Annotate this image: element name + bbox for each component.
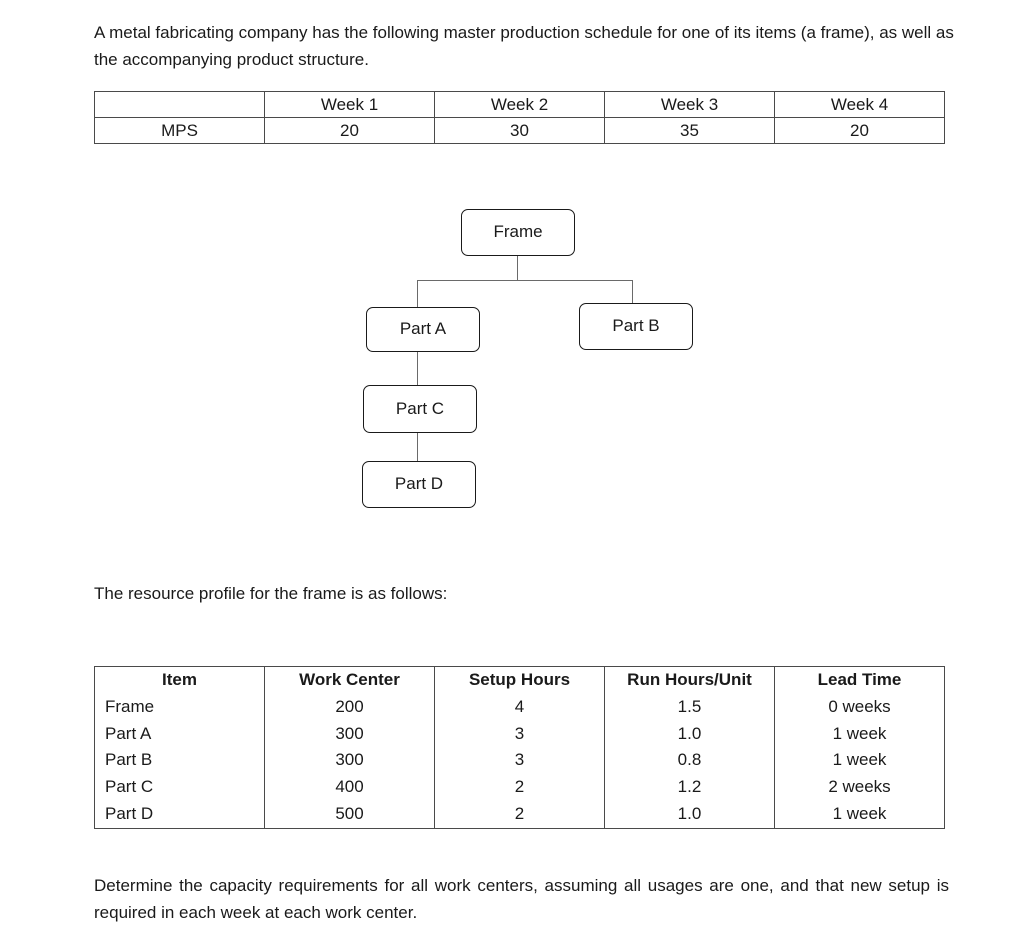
item-cell: Frame [95, 694, 265, 721]
lead-time-cell: 1 week [775, 747, 945, 774]
resource-profile-table [94, 666, 945, 829]
work-center-cell: 200 [265, 694, 435, 721]
lead-time-cell: 2 weeks [775, 774, 945, 801]
node-part-c: Part C [363, 385, 477, 433]
work-center-cell: 300 [265, 721, 435, 748]
connector-to-part-a [417, 280, 418, 308]
table-row [95, 694, 945, 721]
item-cell: Part C [95, 774, 265, 801]
mps-header-cell: Week 4 [775, 92, 945, 118]
work-center-cell: 500 [265, 801, 435, 828]
run-hours-cell: 0.8 [605, 747, 775, 774]
connector-horizontal [417, 280, 632, 281]
mps-table [94, 91, 945, 144]
run-hours-cell: 1.0 [605, 721, 775, 748]
profile-intro-text: The resource profile for the frame is as follows: [94, 584, 448, 603]
profile-header-cell: Item [95, 667, 265, 694]
setup-hours-cell: 3 [435, 747, 605, 774]
item-cell: Part B [95, 747, 265, 774]
node-part-a: Part A [366, 307, 480, 352]
mps-row-label: MPS [95, 118, 265, 144]
mps-value-cell: 20 [775, 118, 945, 144]
run-hours-cell: 1.5 [605, 694, 775, 721]
setup-hours-cell: 4 [435, 694, 605, 721]
table-row [95, 747, 945, 774]
mps-value-cell: 20 [265, 118, 435, 144]
item-cell: Part D [95, 801, 265, 828]
mps-header-cell [95, 92, 265, 118]
mps-value-row [95, 118, 945, 144]
run-hours-cell: 1.0 [605, 801, 775, 828]
connector-frame-down [517, 256, 518, 280]
work-center-cell: 400 [265, 774, 435, 801]
lead-time-cell: 1 week [775, 721, 945, 748]
mps-header-cell: Week 2 [435, 92, 605, 118]
profile-header-row [95, 667, 945, 694]
item-cell: Part A [95, 721, 265, 748]
mps-header-cell: Week 1 [265, 92, 435, 118]
mps-value-cell: 30 [435, 118, 605, 144]
lead-time-cell: 0 weeks [775, 694, 945, 721]
setup-hours-cell: 2 [435, 774, 605, 801]
connector-a-to-c [417, 352, 418, 386]
profile-header-cell: Lead Time [775, 667, 945, 694]
node-part-b: Part B [579, 303, 693, 350]
node-frame: Frame [461, 209, 575, 256]
profile-header-cell: Work Center [265, 667, 435, 694]
profile-header-cell: Run Hours/Unit [605, 667, 775, 694]
profile-header-cell: Setup Hours [435, 667, 605, 694]
setup-hours-cell: 2 [435, 801, 605, 828]
run-hours-cell: 1.2 [605, 774, 775, 801]
table-row [95, 774, 945, 801]
lead-time-cell: 1 week [775, 801, 945, 828]
work-center-cell: 300 [265, 747, 435, 774]
table-row [95, 721, 945, 748]
task-text: Determine the capacity requirements for all work centers, assuming all usages are one, and that new setup is required in each week at each work center. [94, 876, 949, 922]
table-row [95, 801, 945, 828]
intro-text: A metal fabricating company has the following master production schedule for one of its items (a frame), as well as the accompanying product structure. [94, 23, 954, 69]
setup-hours-cell: 3 [435, 721, 605, 748]
mps-value-cell: 35 [605, 118, 775, 144]
mps-header-cell: Week 3 [605, 92, 775, 118]
connector-c-to-d [417, 432, 418, 462]
connector-to-part-b [632, 280, 633, 304]
node-part-d: Part D [362, 461, 476, 508]
mps-header-row [95, 92, 945, 118]
